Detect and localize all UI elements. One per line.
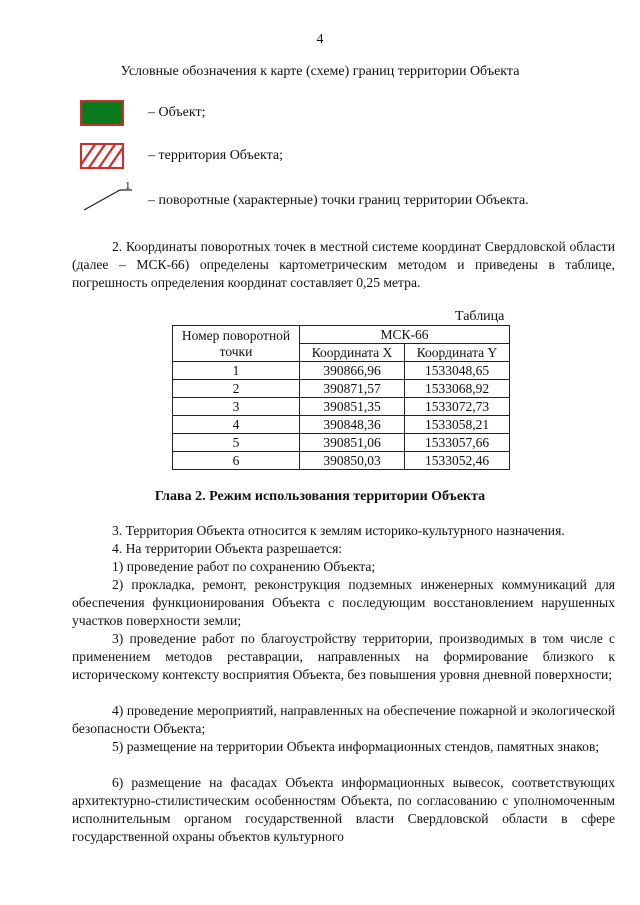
table-row <box>173 398 510 416</box>
list-item-4: 4) проведение мероприятий, направленных на обеспечение пожарной и экологической безопасности Объекта; <box>72 703 615 736</box>
turning-point-marker-label: 1 <box>125 180 131 192</box>
territory-legend-swatch <box>80 143 124 169</box>
coordinate-x-cell: 390851,35 <box>300 398 405 416</box>
header-point-number: Номер поворотной точки <box>173 326 300 362</box>
coordinate-y-cell: 1533072,73 <box>405 398 510 416</box>
table-row <box>173 380 510 398</box>
point-number-cell: 6 <box>173 452 300 470</box>
table-row <box>173 362 510 380</box>
list-item-2: 2) прокладка, ремонт, реконструкция подземных инженерных коммуникаций для обеспечения функционирования Объекта с последующим восстановлением нарушенных участков поверхности земли; <box>72 577 615 628</box>
coordinate-y-cell: 1533048,65 <box>405 362 510 380</box>
legend-points-label: – поворотные (характерные) точки границ территории Объекта. <box>148 193 529 208</box>
object-legend-swatch <box>80 100 124 126</box>
coordinate-y-cell: 1533057,66 <box>405 434 510 452</box>
list-item-3: 3) проведение работ по благоустройству территории, производимых в том числе с применением методов реставрации, направленных на формирование близкого к историческому контексту восприятия Объекта, без повышения уровня дневной поверхности; <box>72 631 615 682</box>
point-number-cell: 2 <box>173 380 300 398</box>
legend-object-label: – Объект; <box>148 105 206 120</box>
legend-territory-label: – территория Объекта; <box>148 148 284 163</box>
point-number-cell: 3 <box>173 398 300 416</box>
coordinate-y-cell: 1533058,21 <box>405 416 510 434</box>
chapter-title: Глава 2. Режим использования территории Объекта <box>154 489 486 504</box>
hatch-pattern-icon <box>82 145 122 167</box>
point-number-cell: 1 <box>173 362 300 380</box>
coordinate-y-cell: 1533068,92 <box>405 380 510 398</box>
header-y: Координата Y <box>405 344 510 362</box>
list-item-5: 5) размещение на территории Объекта информационных стендов, памятных знаков; <box>112 739 600 754</box>
coordinates-table <box>172 325 510 470</box>
list-item-1: 1) проведение работ по сохранению Объекта; <box>112 559 376 574</box>
point-number-cell: 4 <box>173 416 300 434</box>
legend-title: Условные обозначения к карте (схеме) границ территории Объекта <box>120 64 520 79</box>
page-number: 4 <box>316 32 324 47</box>
coordinate-x-cell: 390871,57 <box>300 380 405 398</box>
coordinate-y-cell: 1533052,46 <box>405 452 510 470</box>
header-x: Координата X <box>300 344 405 362</box>
table-caption: Таблица <box>455 309 505 324</box>
paragraph-4: 4. На территории Объекта разрешается: <box>112 541 343 556</box>
coordinate-x-cell: 390866,96 <box>300 362 405 380</box>
coordinate-x-cell: 390851,06 <box>300 434 405 452</box>
point-number-cell: 5 <box>173 434 300 452</box>
paragraph-3: 3. Территория Объекта относится к землям историко-культурного назначения. <box>112 523 565 538</box>
header-coordinate-system: МСК-66 <box>300 326 510 344</box>
table-row <box>173 434 510 452</box>
table-row <box>173 416 510 434</box>
table-row <box>173 452 510 470</box>
list-item-6: 6) размещение на фасадах Объекта информационных вывесок, соответствующих архитектурно-стилистическим особенностям Объекта, по согласованию с уполномоченным исполнительным органом государственной власти Свердловской области в сфере государственной охраны объектов культурного <box>72 775 615 844</box>
coordinate-x-cell: 390848,36 <box>300 416 405 434</box>
paragraph-coordinates: 2. Координаты поворотных точек в местной системе координат Свердловской области (далее – МСК-66) определены картометрическим методом и приведены в таблице, погрешность определения координат составляет 0,25 метра. <box>72 239 615 290</box>
coordinate-x-cell: 390850,03 <box>300 452 405 470</box>
